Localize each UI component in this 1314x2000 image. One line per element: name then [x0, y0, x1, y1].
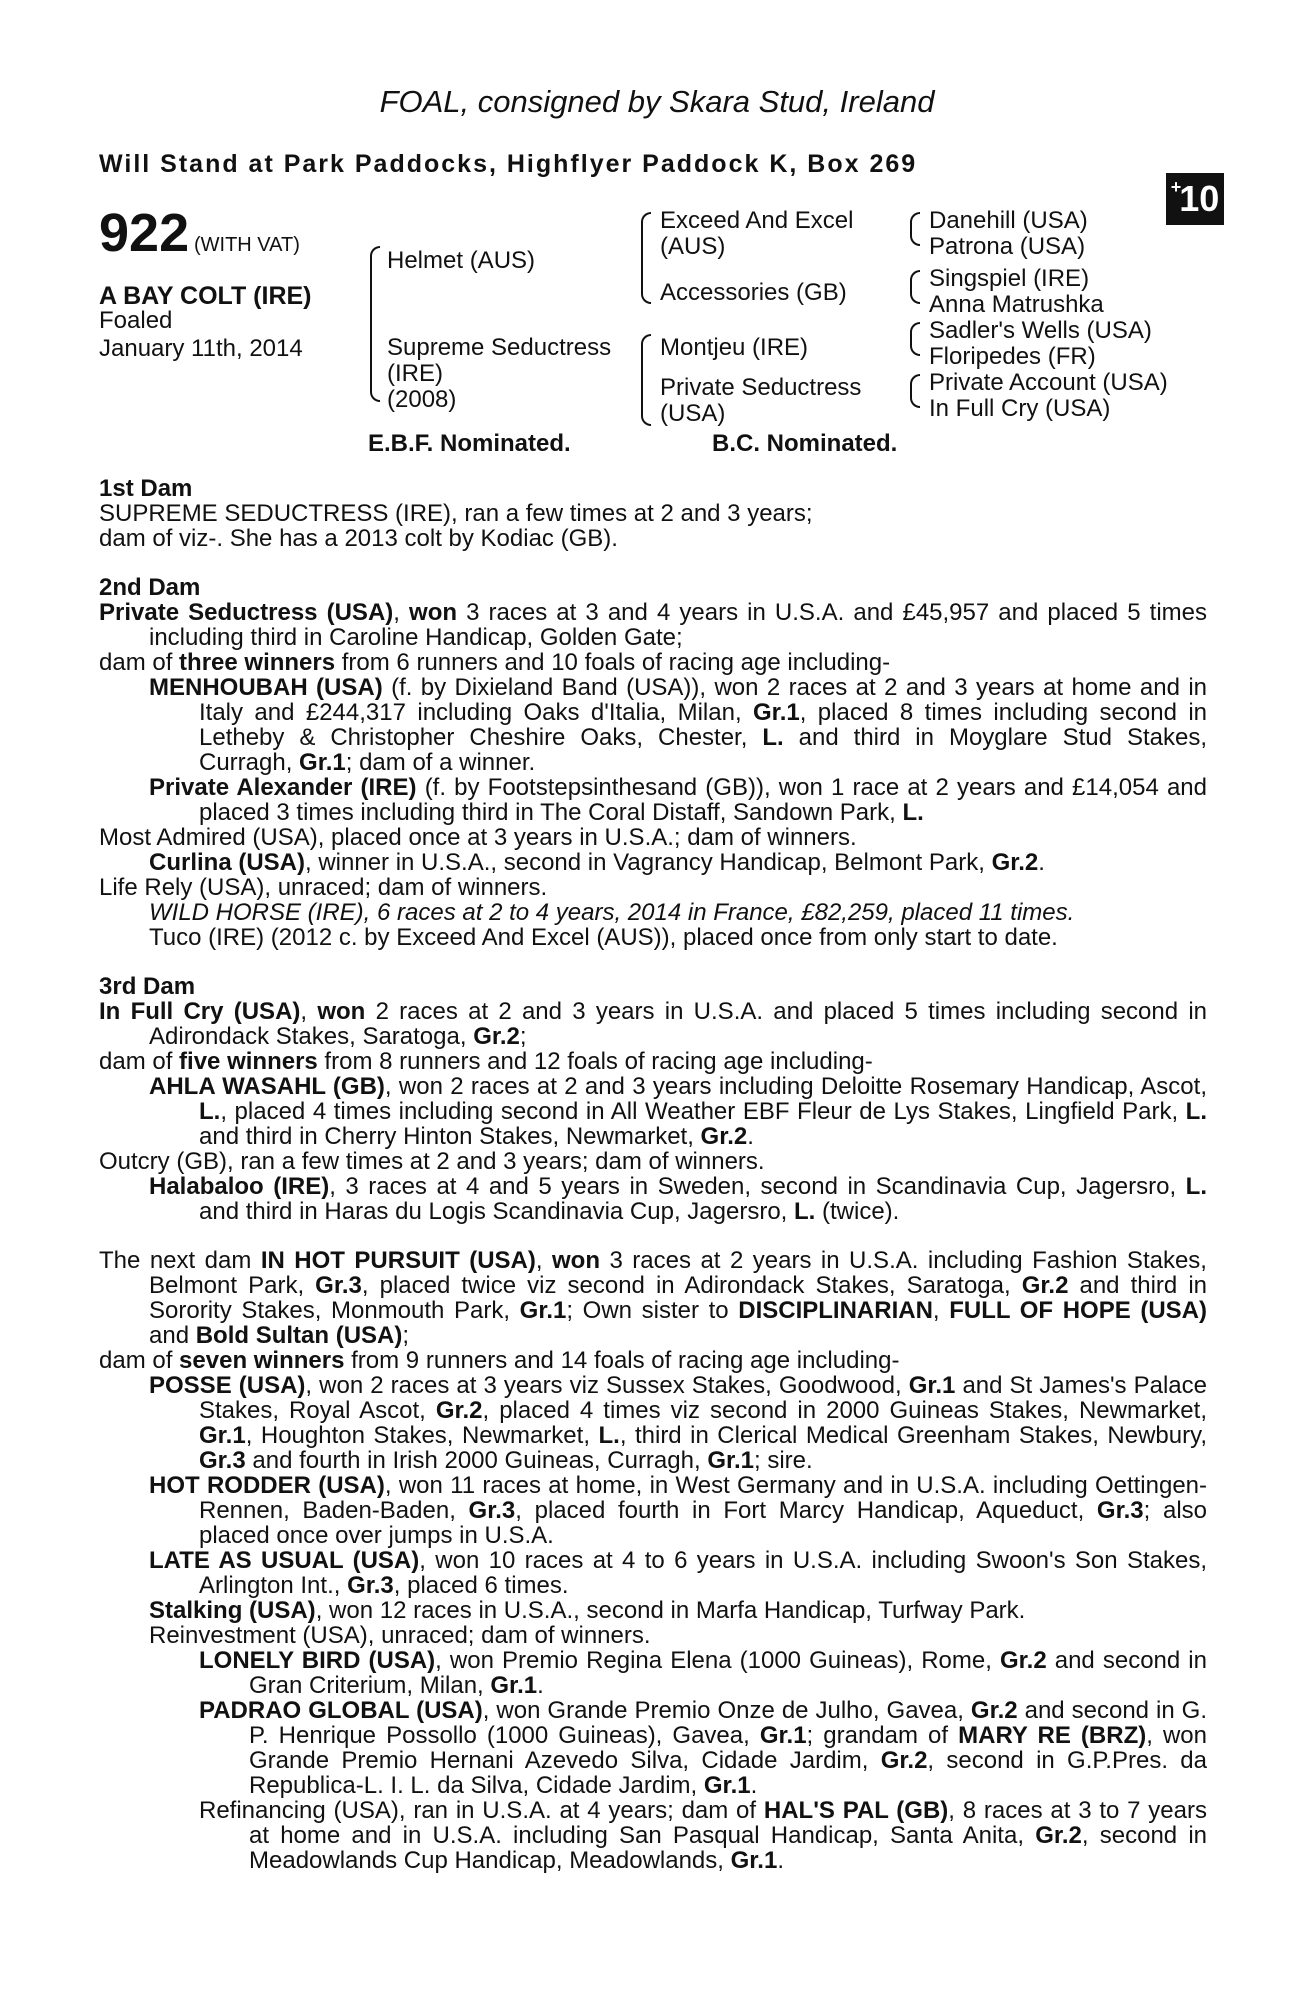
- next-dam-produce-summary: dam of seven winners from 9 runners and 14 foals of racing age including-: [99, 1347, 900, 1374]
- life-rely-entry: Life Rely (USA), unraced; dam of winners.: [99, 874, 548, 901]
- hot-rodder-entry: HOT RODDER (USA), won 11 races at home, in West Germany and in U.S.A. including Oettingen-Rennen, Baden-Baden, Gr.3, placed fourth in Fort Marcy Handicap, Aqueduct, Gr.3; also placed once over jumps in U.S.A.: [149, 1472, 1208, 1549]
- stalking-entry: Stalking (USA), won 12 races in U.S.A., second in Marfa Handicap, Turfway Park.: [149, 1597, 1026, 1624]
- dam-sire: Montjeu (IRE): [660, 334, 809, 361]
- dam-dam-line-2: (USA): [660, 400, 726, 427]
- outcry-entry: Outcry (GB), ran a few times at 2 and 3 years; dam of winners.: [99, 1148, 765, 1175]
- pedigree-brace-sire: [641, 212, 651, 304]
- vat-label: (WITH VAT): [194, 234, 300, 256]
- third-dam-record: In Full Cry (USA), won 2 races at 2 and 3 years in U.S.A. and placed 5 times including second in Adirondack Stakes, Saratoga, Gr.2;: [99, 998, 1208, 1050]
- first-dam-heading: 1st Dam: [99, 475, 193, 502]
- brace-g3-3: [910, 322, 920, 356]
- ped-ddd: In Full Cry (USA): [929, 395, 1111, 422]
- ped-sds: Singspiel (IRE): [929, 265, 1090, 292]
- stand-location-line: Will Stand at Park Paddocks, Highflyer Paddock K, Box 269: [99, 150, 918, 178]
- wild-horse-entry: WILD HORSE (IRE), 6 races at 2 to 4 years, 2014 in France, £82,259, placed 11 times.: [149, 899, 1075, 926]
- dam-dam-line-1: Private Seductress: [660, 374, 862, 401]
- lot-number: 922: [99, 203, 190, 263]
- ped-sss: Danehill (USA): [929, 207, 1088, 234]
- catalogue-body: [99, 476, 1207, 1873]
- pedigree-brace-main: [370, 246, 380, 402]
- ahla-wasahl-entry: AHLA WASAHL (GB), won 2 races at 2 and 3 years including Deloitte Rosemary Handicap, Ascot, L., placed 4 times including second in All Weather EBF Fleur de Lys Stakes, Lingfield Park, L. and third in Cherry Hinton Stakes, Newmarket, Gr.2.: [149, 1073, 1207, 1150]
- tuco-entry: Tuco (IRE) (2012 c. by Exceed And Excel (AUS)), placed once from only start to date.: [149, 924, 1058, 951]
- curlina-entry: Curlina (USA), winner in U.S.A., second in Vagrancy Handicap, Belmont Park, Gr.2.: [149, 849, 1045, 876]
- first-dam-line-2: dam of viz-. She has a 2013 colt by Kodiac (GB).: [99, 525, 618, 552]
- next-dam-section: [99, 1248, 1207, 1873]
- dam-line-2: (IRE): [387, 360, 443, 387]
- private-alexander-entry: Private Alexander (IRE) (f. by Footstepsinthesand (GB)), won 1 race at 2 years and £14,054 and placed 3 times including third in The Coral Distaff, Sandown Park, L.: [149, 774, 1208, 826]
- foal-consignment-line: FOAL, consigned by Skara Stud, Ireland: [379, 84, 935, 119]
- badge-plus: +: [1170, 176, 1182, 197]
- bc-nominated: B.C. Nominated.: [712, 430, 898, 457]
- most-admired-entry: Most Admired (USA), placed once at 3 years in U.S.A.; dam of winners.: [99, 824, 857, 851]
- ped-ssd: Patrona (USA): [929, 233, 1086, 260]
- brace-g3-2: [910, 270, 920, 304]
- brace-g3-4: [910, 374, 920, 408]
- lot-badge: [1166, 173, 1224, 225]
- late-as-usual-entry: LATE AS USUAL (USA), won 10 races at 4 to 6 years in U.S.A. including Swoon's Son Stakes, Arlington Int., Gr.3, placed 6 times.: [149, 1547, 1207, 1599]
- lonely-bird-entry: LONELY BIRD (USA), won Premio Regina Elena (1000 Guineas), Rome, Gr.2 and second in Gran Criterium, Milan, Gr.1.: [199, 1647, 1207, 1699]
- ped-dss: Sadler's Wells (USA): [929, 317, 1152, 344]
- pedigree-brace-dam: [641, 334, 651, 426]
- first-dam-section: [99, 476, 1207, 551]
- second-dam-produce-summary: dam of three winners from 6 runners and 10 foals of racing age including-: [99, 649, 891, 676]
- sire: Helmet (AUS): [387, 247, 536, 274]
- reinvestment-entry: Reinvestment (USA), unraced; dam of winners.: [149, 1622, 651, 1649]
- ped-dsd: Floripedes (FR): [929, 343, 1096, 370]
- second-dam-record: Private Seductress (USA), won 3 races at 3 and 4 years in U.S.A. and £45,957 and placed 5 times including third in Caroline Handicap, Golden Gate;: [99, 599, 1207, 651]
- sire-sire-line-2: (AUS): [660, 233, 726, 260]
- ebf-nominated: E.B.F. Nominated.: [368, 430, 571, 457]
- ped-dds: Private Account (USA): [929, 369, 1168, 396]
- dam-line-1: Supreme Seductress: [387, 334, 612, 361]
- third-dam-heading: 3rd Dam: [99, 973, 196, 1000]
- foaled-label: Foaled: [99, 307, 173, 334]
- dam-line-3: (2008): [387, 386, 457, 413]
- posse-entry: POSSE (USA), won 2 races at 3 years viz Sussex Stakes, Goodwood, Gr.1 and St James's Palace Stakes, Royal Ascot, Gr.2, placed 4 times viz second in 2000 Guineas Stakes, Newmarket, Gr.1, Houghton Stakes, Newmarket, L., third in Clerical Medical Greenham Stakes, Newbury, Gr.3 and fourth in Irish 2000 Guineas, Curragh, Gr.1; sire.: [149, 1372, 1207, 1474]
- first-dam-line-1: SUPREME SEDUCTRESS (IRE), ran a few times at 2 and 3 years;: [99, 500, 813, 527]
- halabaloo-entry: Halabaloo (IRE), 3 races at 4 and 5 years in Sweden, second in Scandinavia Cup, Jagersro, L. and third in Haras du Logis Scandinavia Cup, Jagersro, L. (twice).: [149, 1173, 1207, 1225]
- sire-dam: Accessories (GB): [660, 279, 847, 306]
- ped-sdd: Anna Matrushka: [929, 291, 1104, 318]
- refinancing-entry: Refinancing (USA), ran in U.S.A. at 4 years; dam of HAL'S PAL (GB), 8 races at 3 to 7 years at home and in U.S.A. including San Pasqual Handicap, Santa Anita, Gr.2, second in Meadowlands Cup Handicap, Meadowlands, Gr.1.: [199, 1797, 1208, 1874]
- menhoubah-entry: MENHOUBAH (USA) (f. by Dixieland Band (USA)), won 2 races at 2 and 3 years at home and in Italy and £244,317 including Oaks d'Italia, Milan, Gr.1, placed 8 times including second in Letheby & Christopher Cheshire Oaks, Chester, L. and third in Moyglare Stud Stakes, Curragh, Gr.1; dam of a winner.: [149, 674, 1207, 776]
- padrao-global-entry: PADRAO GLOBAL (USA), won Grande Premio Onze de Julho, Gavea, Gr.2 and second in G. P. Henrique Possollo (1000 Guineas), Gavea, Gr.1; grandam of MARY RE (BRZ), won Grande Premio Hernani Azevedo Silva, Cidade Jardim, Gr.2, second in G.P.Pres. da Republica-L. I. L. da Silva, Cidade Jardim, Gr.1.: [199, 1697, 1208, 1799]
- lot-title: A BAY COLT (IRE): [99, 282, 312, 310]
- badge-number: 10: [1179, 178, 1220, 219]
- third-dam-section: [99, 974, 1207, 1224]
- second-dam-section: [99, 575, 1207, 950]
- foaled-date: January 11th, 2014: [99, 335, 303, 362]
- second-dam-heading: 2nd Dam: [99, 574, 201, 601]
- sire-sire-line-1: Exceed And Excel: [660, 207, 854, 234]
- brace-g3-1: [910, 212, 920, 246]
- third-dam-produce-summary: dam of five winners from 8 runners and 12 foals of racing age including-: [99, 1048, 873, 1075]
- next-dam-record: The next dam IN HOT PURSUIT (USA), won 3 races at 2 years in U.S.A. including Fashion Stakes, Belmont Park, Gr.3, placed twice viz second in Adirondack Stakes, Saratoga, Gr.2 and third in Sorority Stakes, Monmouth Park, Gr.1; Own sister to DISCIPLINARIAN, FULL OF HOPE (USA) and Bold Sultan (USA);: [99, 1247, 1207, 1349]
